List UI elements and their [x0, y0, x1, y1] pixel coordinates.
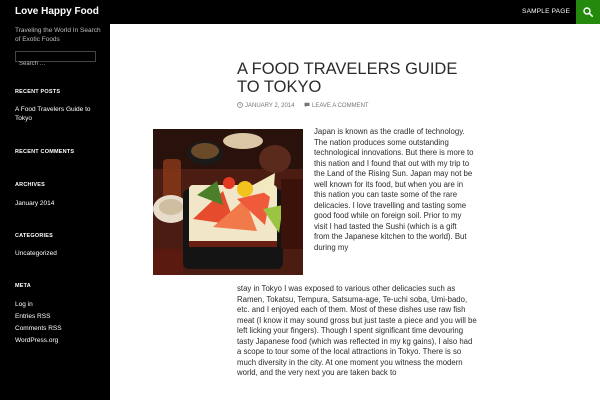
post-date[interactable] — [237, 102, 294, 109]
sidebar-search[interactable] — [15, 51, 96, 62]
nav-item-sample-page[interactable]: SAMPLE PAGE — [522, 8, 570, 15]
clock-icon — [237, 102, 243, 108]
leave-comment-label: LEAVE A COMMENT — [312, 103, 369, 109]
archive-link[interactable]: January 2014 — [15, 200, 55, 207]
search-input[interactable] — [16, 60, 95, 69]
main-content — [110, 24, 600, 400]
meta-link-comments-rss[interactable]: Comments RSS — [15, 325, 62, 332]
site-header — [0, 0, 600, 24]
meta-link-entries-rss[interactable]: Entries RSS — [15, 313, 51, 320]
post-body-continued: stay in Tokyo I was exposed to various other delicacies such as Ramen, Tokatsu, Tempura, Satsuma-age, Te-uchi soba, Umi-bado, etc. and I enjoyed each of them. Most of these dishes use raw fish meat (I know it may sound gross but just taste a piece and you will be left licking your fingers). Though I spent significant time devouring tasty Japanese food (which was reflected in my kg gains), I also had a scope to tour some of the local attractions in Tokyo. There is so much diversity in the city. At one moment you witness the modern world, and the very next you are taken back to — [237, 284, 477, 377]
meta-link-login[interactable]: Log in — [15, 301, 33, 308]
widget-title-archives: ARCHIVES — [15, 182, 46, 188]
widget-title-meta: META — [15, 283, 31, 289]
widget-title-recent-posts: RECENT POSTS — [15, 89, 61, 95]
sidebar — [0, 24, 110, 400]
post-featured-image — [153, 129, 303, 275]
post-date-label: JANUARY 2, 2014 — [245, 103, 295, 109]
post-body-intro: Japan is known as the cradle of technology. The nation produces some outstanding technological innovations. But there is more to this nation and I found that out with my trip to the Land of the Rising Sun. Japan may not be well known for its food, but when you are in this nation you can taste some of the rare delicacies. I love travelling and tasting some good food while on foreign soil. Prior to my visit I had tasted the Sushi (which is a gift from the Japanese kitchen to the world). But during my — [314, 127, 474, 252]
search-icon — [583, 7, 593, 17]
widget-title-recent-comments: RECENT COMMENTS — [15, 149, 75, 155]
site-tagline: Traveling the World In Search of Exotic Foods — [15, 27, 101, 43]
recent-post-link[interactable]: A Food Travelers Guide to Tokyo — [15, 106, 91, 122]
widget-title-categories: CATEGORIES — [15, 233, 53, 239]
category-link[interactable]: Uncategorized — [15, 250, 57, 257]
meta-link-wordpress[interactable]: WordPress.org — [15, 337, 59, 344]
site-title[interactable]: Love Happy Food — [15, 6, 99, 17]
post-title[interactable]: A FOOD TRAVELERS GUIDE TO TOKYO — [237, 60, 458, 96]
search-toggle-button[interactable] — [576, 0, 600, 24]
leave-comment-link[interactable] — [304, 102, 369, 109]
comment-bubble-icon — [304, 102, 310, 108]
